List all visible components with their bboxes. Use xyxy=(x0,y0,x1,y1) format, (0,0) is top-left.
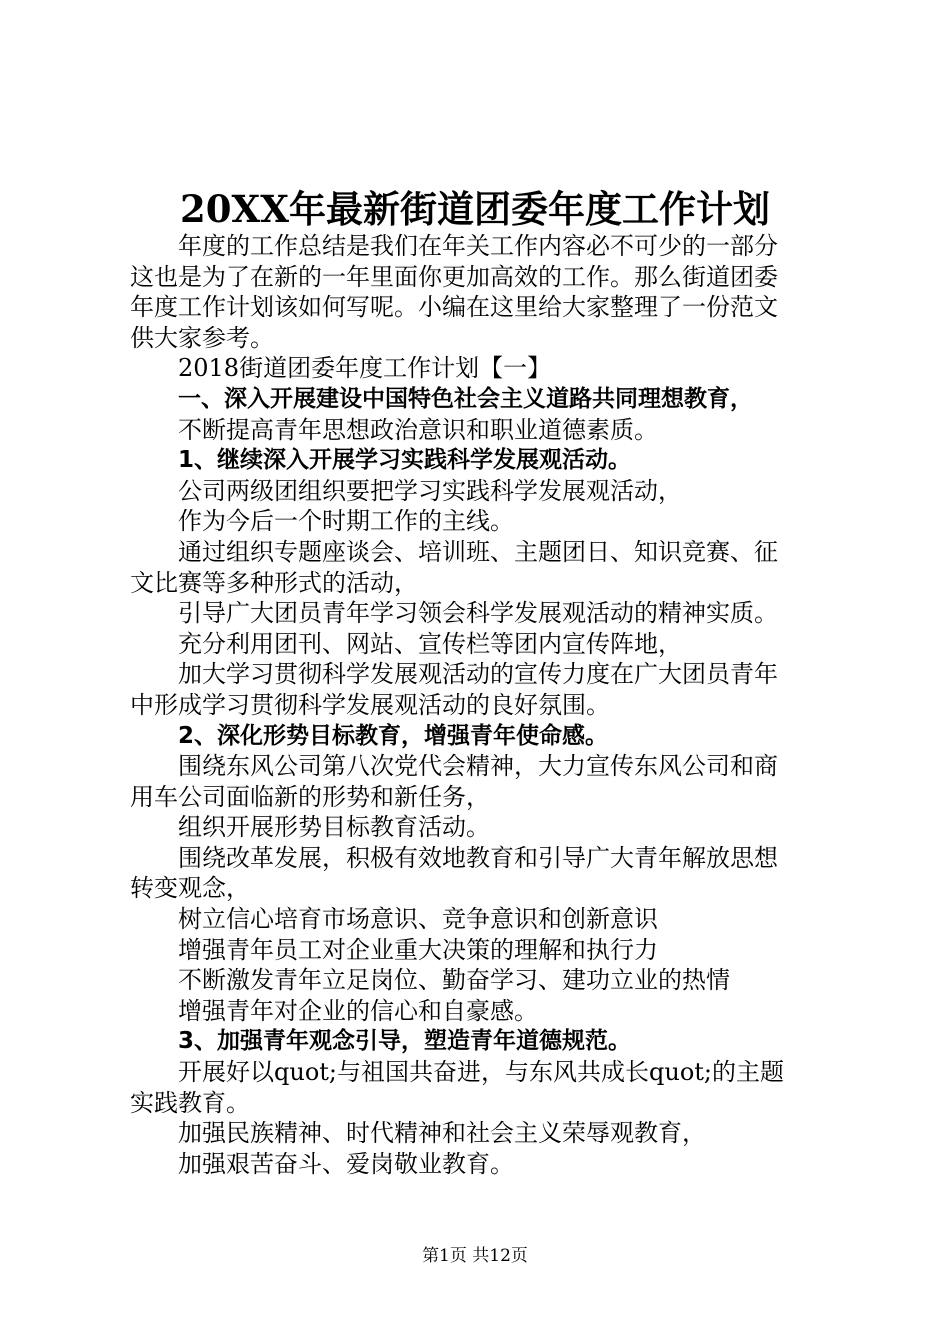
paragraph-line: 文比赛等多种形式的活动， xyxy=(130,568,418,597)
paragraph-line: 不断激发青年立足岗位、勤奋学习、建功立业的热情 xyxy=(178,966,730,995)
section-heading-line: 一、深入开展建设中国特色社会主义道路共同理想教育， xyxy=(178,385,753,412)
paragraph-line: 中形成学习贯彻科学发展观活动的良好氛围。 xyxy=(130,690,610,719)
paragraph-line: 开展好以quot;与祖国共奋进，与东风共成长quot;的主题 xyxy=(178,1058,784,1087)
paragraph-line: 年度的工作总结是我们在年关工作内容必不可少的一部分 xyxy=(178,232,778,260)
paragraph-line: 年度工作计划该如何写呢。小编在这里给大家整理了一份范文 xyxy=(130,293,778,322)
paragraph-line: 充分利用团刊、网站、宣传栏等团内宣传阵地， xyxy=(178,629,682,658)
document-body xyxy=(130,231,830,1179)
paragraph-line: 通过组织专题座谈会、培训班、主题团日、知识竞赛、征 xyxy=(178,537,778,566)
paragraph-line: 公司两级团组织要把学习实践科学发展观活动， xyxy=(178,476,682,505)
paragraph-line: 围绕改革发展，积极有效地教育和引导广大青年解放思想 xyxy=(178,843,778,872)
paragraph-line: 转变观念， xyxy=(130,874,250,903)
paragraph-line: 组织开展形势目标教育活动。 xyxy=(178,813,490,842)
paragraph-line: 用车公司面临新的形势和新任务， xyxy=(130,782,490,811)
paragraph-line: 围绕东风公司第八次党代会精神，大力宣传东风公司和商 xyxy=(178,752,778,781)
section-heading-line: 2、深化形势目标教育，增强青年使命感。 xyxy=(178,722,609,749)
section-heading-line: 1、继续深入开展学习实践科学发展观活动。 xyxy=(178,447,632,474)
document-title: 20XX年最新街道团委年度工作计划 xyxy=(180,187,770,231)
paragraph-line: 增强青年对企业的信心和自豪感。 xyxy=(178,996,538,1025)
paragraph-line: 这也是为了在新的一年里面你更加高效的工作。那么街道团委 xyxy=(130,262,778,291)
paragraph-line: 增强青年员工对企业重大决策的理解和执行力 xyxy=(178,935,658,964)
section-heading-line: 3、加强青年观念引导，塑造青年道德规范。 xyxy=(178,1028,632,1055)
paragraph-line: 加强艰苦奋斗、爱岗敬业教育。 xyxy=(178,1149,514,1178)
paragraph-line: 2018街道团委年度工作计划【一】 xyxy=(178,354,552,383)
paragraph-line: 加强民族精神、时代精神和社会主义荣辱观教育， xyxy=(178,1119,706,1148)
paragraph-line: 引导广大团员青年学习领会科学发展观活动的精神实质。 xyxy=(178,599,778,628)
paragraph-line: 树立信心培育市场意识、竞争意识和创新意识 xyxy=(178,905,658,934)
paragraph-line: 实践教育。 xyxy=(130,1088,250,1117)
paragraph-line: 作为今后一个时期工作的主线。 xyxy=(178,507,514,536)
paragraph-line: 不断提高青年思想政治意识和职业道德素质。 xyxy=(178,415,658,444)
page-footer: 第1页 共12页 xyxy=(422,1246,528,1266)
paragraph-line: 加大学习贯彻科学发展观活动的宣传力度在广大团员青年 xyxy=(178,660,778,689)
paragraph-line: 供大家参考。 xyxy=(130,323,274,352)
